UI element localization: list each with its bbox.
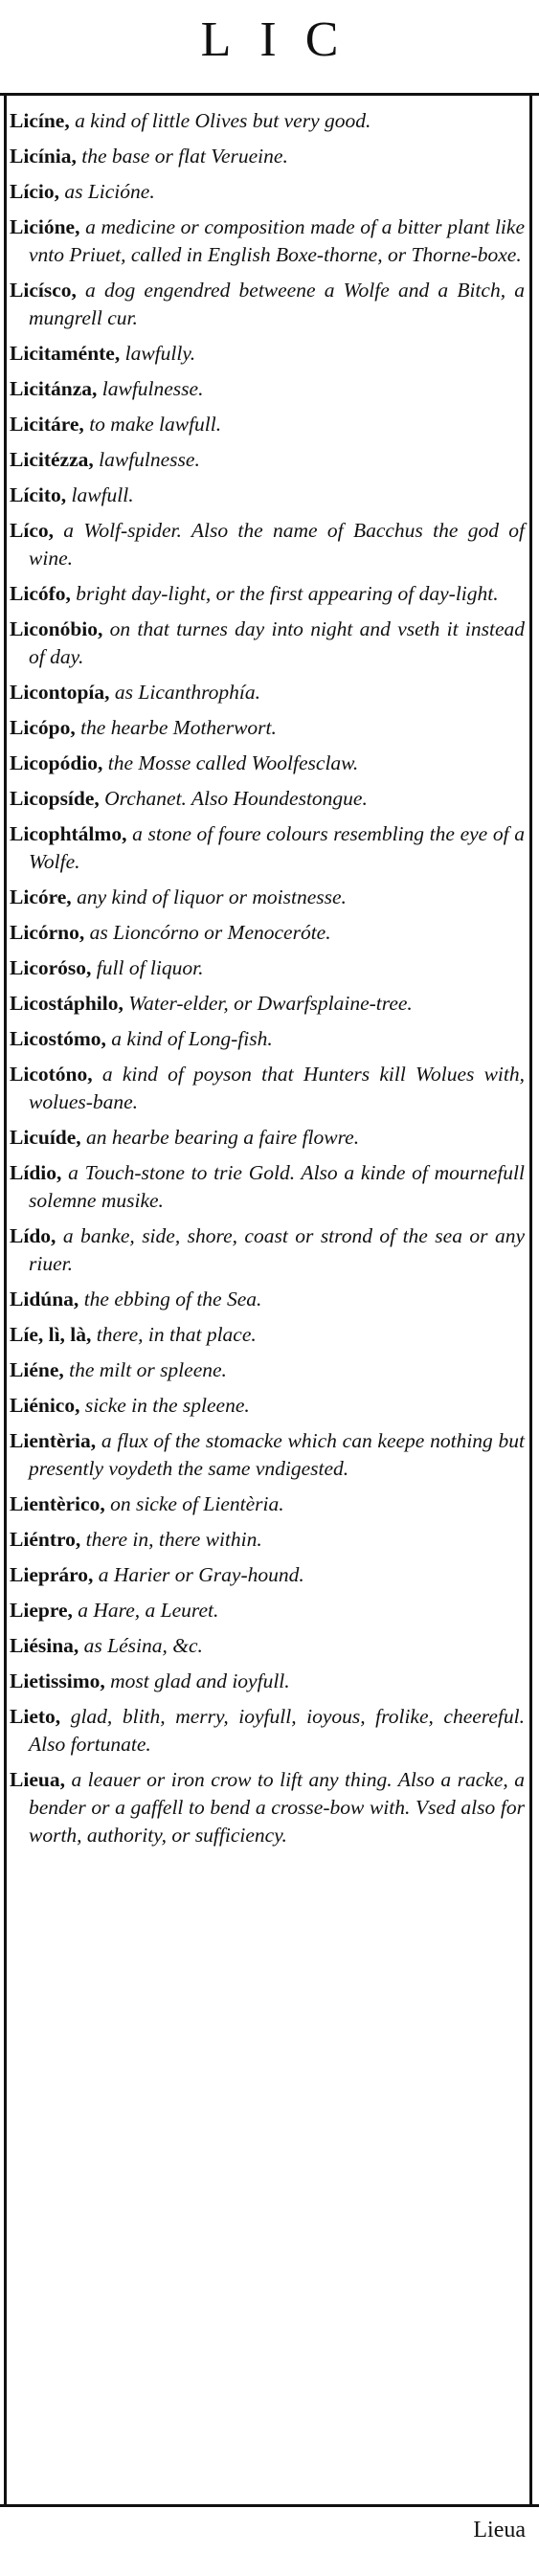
dictionary-entry [10, 820, 525, 876]
entry-definition: a stone of foure colours resembling the eye of a Wolfe. [29, 822, 525, 873]
entry-definition: there in, there within. [80, 1528, 262, 1551]
dictionary-entry [10, 107, 525, 135]
entry-definition: a kind of Long-fish. [105, 1027, 273, 1050]
entry-headword: Licitaménte, [10, 342, 121, 365]
dictionary-entry [10, 143, 525, 170]
dictionary-entry [10, 1392, 525, 1420]
entry-headword: Líe, lì, là, [10, 1323, 92, 1346]
entry-definition: as Licióne. [58, 180, 155, 203]
dictionary-entry [10, 1766, 525, 1849]
entry-definition: a Touch-stone to trie Gold. Also a kinde of mournefull solemne musike. [29, 1161, 525, 1212]
entry-headword: Licotóno, [10, 1063, 93, 1086]
entry-headword: Licontopía, [10, 681, 110, 704]
entry-definition: as Lioncórno or Menoceróte. [84, 921, 331, 944]
dictionary-entry [10, 1159, 525, 1215]
entry-headword: Licostómo, [10, 1027, 106, 1050]
entry-headword: Licórno, [10, 921, 85, 944]
dictionary-entry [10, 785, 525, 813]
right-rule [529, 93, 532, 2505]
entry-definition: a flux of the stomacke which can keepe nothing but presently voydeth the same vndigested. [29, 1429, 525, 1480]
dictionary-entry [10, 714, 525, 742]
entry-headword: Licínia, [10, 145, 77, 168]
page-title: LIC [200, 12, 368, 67]
entry-headword: Liepráro, [10, 1563, 94, 1586]
dictionary-entry [10, 213, 525, 269]
entry-definition: glad, blith, merry, ioyfull, ioyous, frolike, cheereful. Also fortunate. [29, 1705, 525, 1756]
entry-definition: a dog engendred betweene a Wolfe and a Bitch, a mungrell cur. [29, 279, 525, 329]
entry-headword: Lído, [10, 1224, 56, 1247]
entry-definition: a kind of little Olives but very good. [69, 109, 371, 132]
entry-headword: Liésina, [10, 1634, 79, 1657]
dictionary-entry [10, 178, 525, 206]
dictionary-entry [10, 1526, 525, 1554]
entry-headword: Lientèrico, [10, 1492, 105, 1515]
dictionary-entry [10, 1124, 525, 1152]
entry-definition: to make lawfull. [83, 413, 222, 436]
entry-definition: Water-elder, or Dwarfsplaine-tree. [123, 992, 413, 1015]
entry-headword: Liepre, [10, 1599, 73, 1622]
entry-headword: Licitézza, [10, 448, 94, 471]
entry-headword: Lieto, [10, 1705, 61, 1728]
entry-headword: Liénico, [10, 1394, 80, 1417]
entry-headword: Licoróso, [10, 956, 92, 979]
entry-headword: Licuíde, [10, 1126, 81, 1149]
entry-definition: lawfull. [66, 483, 134, 506]
entry-definition: there, in that place. [91, 1323, 257, 1346]
dictionary-entry [10, 1668, 525, 1695]
dictionary-entry [10, 580, 525, 608]
entry-headword: Licopsíde, [10, 787, 100, 810]
entry-definition: on sicke of Lientèria. [104, 1492, 284, 1515]
entry-headword: Licíne, [10, 109, 70, 132]
dictionary-entry [10, 1427, 525, 1483]
entry-definition: a medicine or composition made of a bitter plant like vnto Priuet, called in English Boxe-thorne, or Thorne-boxe. [29, 215, 525, 266]
entry-headword: Lientèria, [10, 1429, 97, 1452]
top-rule [0, 93, 539, 96]
dictionary-entry [10, 517, 525, 572]
entry-definition: bright day-light, or the first appearing of day-light. [70, 582, 499, 605]
entry-definition: a leauer or iron crow to lift any thing. Also a racke, a bender or a gaffell to bend a crosse-bow with. Vsed also for worth, authority, or sufficiency. [29, 1768, 525, 1847]
entry-definition: on that turnes day into night and vseth it instead of day. [29, 617, 525, 668]
entry-headword: Lidúna, [10, 1288, 79, 1310]
catchword: Lieua [473, 2518, 526, 2542]
entry-headword: Lídio, [10, 1161, 62, 1184]
dictionary-entry [10, 750, 525, 777]
dictionary-entry [10, 482, 525, 509]
entry-headword: Licitánza, [10, 377, 98, 400]
entry-definition: a Harier or Gray-hound. [93, 1563, 304, 1586]
entry-definition: lawfulnesse. [93, 448, 200, 471]
dictionary-entry [10, 1597, 525, 1624]
dictionary-entry [10, 1222, 525, 1278]
dictionary-entry [10, 679, 525, 706]
dictionary-entry [10, 1632, 525, 1660]
dictionary-entry [10, 375, 525, 403]
dictionary-entry [10, 954, 525, 982]
dictionary-entry [10, 616, 525, 671]
entry-headword: Liconóbio, [10, 617, 103, 640]
entry-definition: as Licanthrophía. [109, 681, 261, 704]
entry-headword: Lieua, [10, 1768, 65, 1791]
entry-definition: a Hare, a Leuret. [72, 1599, 219, 1622]
dictionary-entry [10, 1703, 525, 1758]
page-header [0, 0, 539, 101]
dictionary-entry [10, 446, 525, 474]
bottom-rule [0, 2504, 539, 2507]
entry-definition: the ebbing of the Sea. [79, 1288, 262, 1310]
dictionary-entry [10, 919, 525, 947]
dictionary-entry [10, 1025, 525, 1053]
dictionary-entry [10, 1356, 525, 1384]
entry-definition: sicke in the spleene. [79, 1394, 250, 1417]
entry-definition: an hearbe bearing a faire flowre. [80, 1126, 360, 1149]
entry-headword: Lício, [10, 180, 59, 203]
entry-headword: Licophtálmo, [10, 822, 127, 845]
entry-headword: Licitáre, [10, 413, 84, 436]
entry-definition: a banke, side, shore, coast or strond of the sea or any riuer. [29, 1224, 525, 1275]
dictionary-entry [10, 1490, 525, 1518]
entry-headword: Licófo, [10, 582, 71, 605]
entry-headword: Liéne, [10, 1358, 64, 1381]
entry-headword: Licópo, [10, 716, 76, 739]
left-rule [4, 93, 7, 2505]
entry-headword: Lietissimo, [10, 1669, 105, 1692]
entry-headword: Líco, [10, 519, 54, 542]
dictionary-entry [10, 884, 525, 911]
entry-definition: the base or flat Verueine. [76, 145, 288, 168]
entry-headword: Licióne, [10, 215, 80, 238]
entry-definition: full of liquor. [91, 956, 204, 979]
entry-definition: the Mosse called Woolfesclaw. [102, 751, 359, 774]
entry-list [10, 107, 525, 1857]
entry-definition: lawfully. [120, 342, 196, 365]
dictionary-entry [10, 1061, 525, 1116]
entry-headword: Lícito, [10, 483, 67, 506]
dictionary-entry [10, 1561, 525, 1589]
dictionary-entry [10, 990, 525, 1018]
entry-headword: Licostáphilo, [10, 992, 124, 1015]
dictionary-entry [10, 411, 525, 438]
dictionary-entry [10, 1286, 525, 1313]
entry-definition: lawfulnesse. [97, 377, 204, 400]
entry-definition: a kind of poyson that Hunters kill Wolues with, wolues-bane. [29, 1063, 525, 1113]
entry-headword: Licísco, [10, 279, 77, 302]
entry-headword: Licóre, [10, 885, 72, 908]
entry-definition: most glad and ioyfull. [104, 1669, 290, 1692]
entry-definition: as Lésina, &c. [79, 1634, 203, 1657]
dictionary-entry [10, 340, 525, 368]
dictionary-entry [10, 277, 525, 332]
dictionary-entry [10, 1321, 525, 1349]
entry-headword: Liéntro, [10, 1528, 81, 1551]
entry-definition: Orchanet. Also Houndestongue. [99, 787, 368, 810]
entry-definition: the hearbe Motherwort. [75, 716, 277, 739]
entry-headword: Licopódio, [10, 751, 103, 774]
entry-definition: any kind of liquor or moistnesse. [71, 885, 347, 908]
entry-definition: a Wolf-spider. Also the name of Bacchus the god of wine. [29, 519, 525, 570]
entry-definition: the milt or spleene. [63, 1358, 227, 1381]
